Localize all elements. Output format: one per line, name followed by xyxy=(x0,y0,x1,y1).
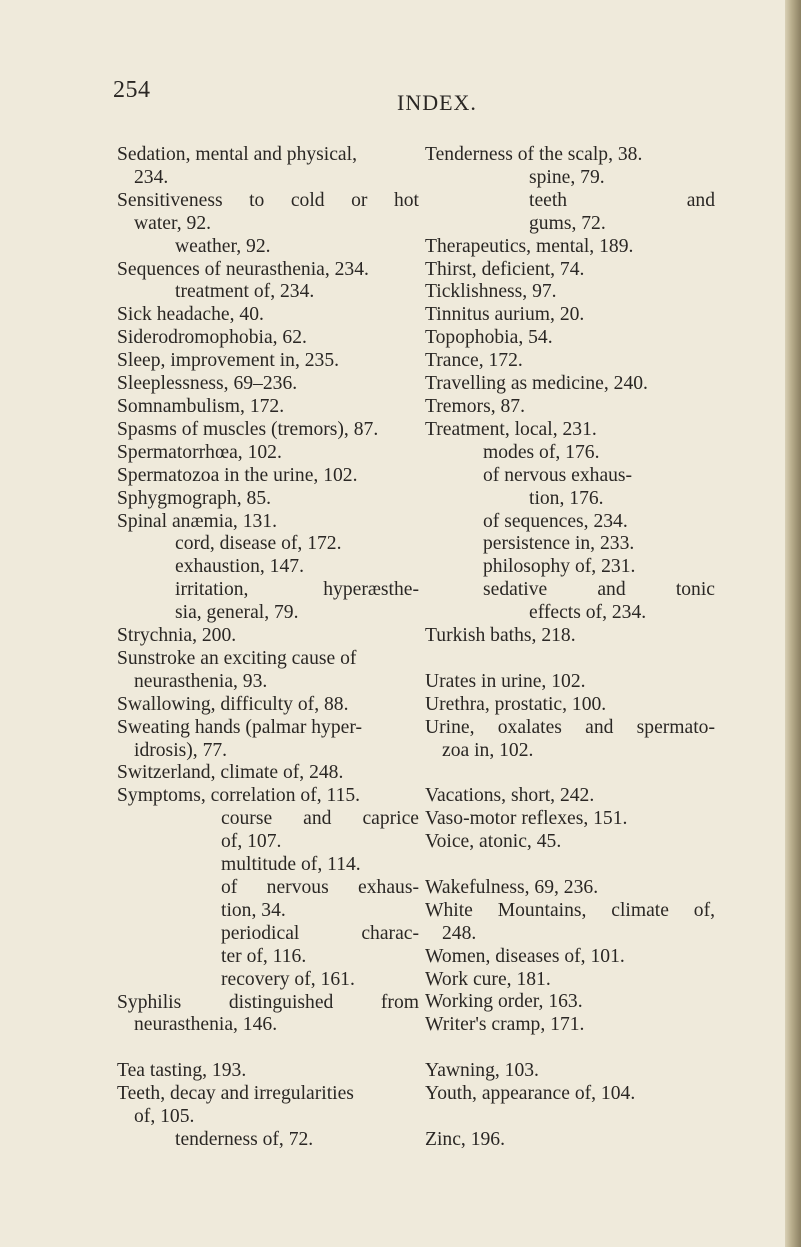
index-entry: Sedation, mental and physical, xyxy=(117,144,357,165)
index-subentry: of, 107. xyxy=(221,831,282,853)
index-entry: Vacations, short, 242. xyxy=(425,785,595,807)
index-entry: Strychnia, 200. xyxy=(117,625,237,647)
index-entry: Tea tasting, 193. xyxy=(117,1060,247,1082)
index-entry: Spermatozoa in the urine, 102. xyxy=(117,464,358,486)
index-entry: Sunstroke an exciting cause of xyxy=(117,647,357,669)
index-subentry: ter of, 116. xyxy=(221,945,307,967)
index-subentry: of sequences, 234. xyxy=(483,510,628,532)
index-entry: Syphilis distinguished from xyxy=(117,991,419,1013)
index-entry: Tinnitus aurium, 20. xyxy=(425,304,585,326)
index-entry: Spinal anæmia, 131. xyxy=(117,510,278,532)
index-subentry: of nervous exhaus- xyxy=(221,877,419,898)
index-entry: Sensitiveness to cold or hot xyxy=(117,189,419,211)
index-entry: Symptoms, correlation of, 115. xyxy=(117,785,361,807)
index-entry: Yawning, 103. xyxy=(425,1060,539,1082)
index-subentry: philosophy of, 231. xyxy=(483,556,636,578)
index-subentry: neurasthenia, 93. xyxy=(134,670,268,692)
index-entry: Urine, oxalates and spermato- xyxy=(425,716,715,738)
index-entry: Somnambulism, 172. xyxy=(117,395,285,417)
index-entry: Working order, 163. xyxy=(425,991,583,1013)
page-edge xyxy=(785,0,801,1247)
index-entry: Travelling as medicine, 240. xyxy=(425,373,648,395)
index-subentry: weather, 92. xyxy=(175,235,271,257)
index-entry: Thirst, deficient, 74. xyxy=(425,258,585,280)
index-subentry: 234. xyxy=(134,166,169,188)
index-entry: Writer's cramp, 171. xyxy=(425,1014,585,1036)
index-subentry: sedative and tonic xyxy=(483,579,715,601)
index-subentry: water, 92. xyxy=(134,212,212,234)
index-subentry: multitude of, 114. xyxy=(221,854,361,876)
index-entry: Tremors, 87. xyxy=(425,395,525,417)
index-entry: Trance, 172. xyxy=(425,350,523,372)
section-gap xyxy=(117,1037,419,1060)
index-entry: Work cure, 181. xyxy=(425,968,551,990)
index-subentry: gums, 72. xyxy=(529,212,606,234)
index-subentry: cord, disease of, 172. xyxy=(175,533,342,555)
section-gap xyxy=(425,648,715,671)
index-entry: Swallowing, difficulty of, 88. xyxy=(117,693,349,715)
index-subentry: treatment of, 234. xyxy=(175,281,315,303)
section-gap xyxy=(425,762,715,785)
index-subentry: 248. xyxy=(442,922,477,944)
index-subentry: neurasthenia, 146. xyxy=(134,1014,278,1036)
index-entry: Zinc, 196. xyxy=(425,1128,505,1150)
index-entry: Ticklishness, 97. xyxy=(425,281,557,303)
index-entry: Spasms of muscles (tremors), 87. xyxy=(117,418,379,440)
index-entry: Wakefulness, 69, 236. xyxy=(425,876,599,898)
index-subentry: of, 105. xyxy=(134,1106,195,1128)
index-entry: Topophobia, 54. xyxy=(425,327,553,349)
index-subentry: of nervous exhaus- xyxy=(483,464,633,486)
section-gap xyxy=(425,1106,715,1129)
index-entry: Sleep, improvement in, 235. xyxy=(117,350,340,372)
index-subentry: idrosis), 77. xyxy=(134,739,228,761)
index-entry: Sphygmograph, 85. xyxy=(117,487,272,509)
index-subentry: zoa in, 102. xyxy=(442,739,534,761)
index-subentry: sia, general, 79. xyxy=(175,602,299,624)
index-entry: Urates in urine, 102. xyxy=(425,670,586,692)
index-entry: Sweating hands (palmar hyper- xyxy=(117,716,362,738)
index-entry: Sleeplessness, 69–236. xyxy=(117,373,298,395)
index-entry: Sick headache, 40. xyxy=(117,304,264,326)
index-column-right xyxy=(425,144,715,1152)
index-subentry: modes of, 176. xyxy=(483,441,600,463)
index-subentry: exhaustion, 147. xyxy=(175,556,304,578)
index-entry: White Mountains, climate of, xyxy=(425,899,715,921)
index-entry: Vaso-motor reflexes, 151. xyxy=(425,808,628,830)
index-entry: Spermatorrhœa, 102. xyxy=(117,441,282,463)
index-subentry: irritation, hyperæsthe- xyxy=(175,579,419,601)
index-entry: Switzerland, climate of, 248. xyxy=(117,762,344,784)
index-entry: Sequences of neurasthenia, 234. xyxy=(117,258,369,280)
index-entry: Treatment, local, 231. xyxy=(425,418,597,440)
index-entry: Voice, atonic, 45. xyxy=(425,831,562,853)
index-subentry: tenderness of, 72. xyxy=(175,1128,314,1150)
index-subentry: spine, 79. xyxy=(529,166,605,188)
section-gap xyxy=(425,854,715,877)
index-subentry: teeth and xyxy=(529,189,715,211)
index-subentry: tion, 176. xyxy=(529,487,604,509)
section-gap xyxy=(425,1037,715,1060)
index-entry: Teeth, decay and irregularities xyxy=(117,1083,354,1105)
index-entry: Youth, appearance of, 104. xyxy=(425,1083,636,1105)
index-entry: Therapeutics, mental, 189. xyxy=(425,235,634,257)
index-entry: Turkish baths, 218. xyxy=(425,625,576,647)
index-subentry: course and caprice xyxy=(221,808,419,830)
index-column-left xyxy=(117,144,419,1152)
index-subentry: effects of, 234. xyxy=(529,602,647,624)
index-entry: Tenderness of the scalp, 38. xyxy=(425,144,643,165)
index-subentry: recovery of, 161. xyxy=(221,968,355,990)
index-entry: Women, diseases of, 101. xyxy=(425,945,625,967)
index-entry: Urethra, prostatic, 100. xyxy=(425,693,607,715)
running-header: INDEX. xyxy=(397,90,477,115)
page-number: 254 xyxy=(113,77,151,103)
index-entry: Siderodromophobia, 62. xyxy=(117,327,307,349)
index-subentry: persistence in, 233. xyxy=(483,533,635,555)
index-subentry: periodical charac- xyxy=(221,922,419,944)
index-subentry: tion, 34. xyxy=(221,899,286,921)
